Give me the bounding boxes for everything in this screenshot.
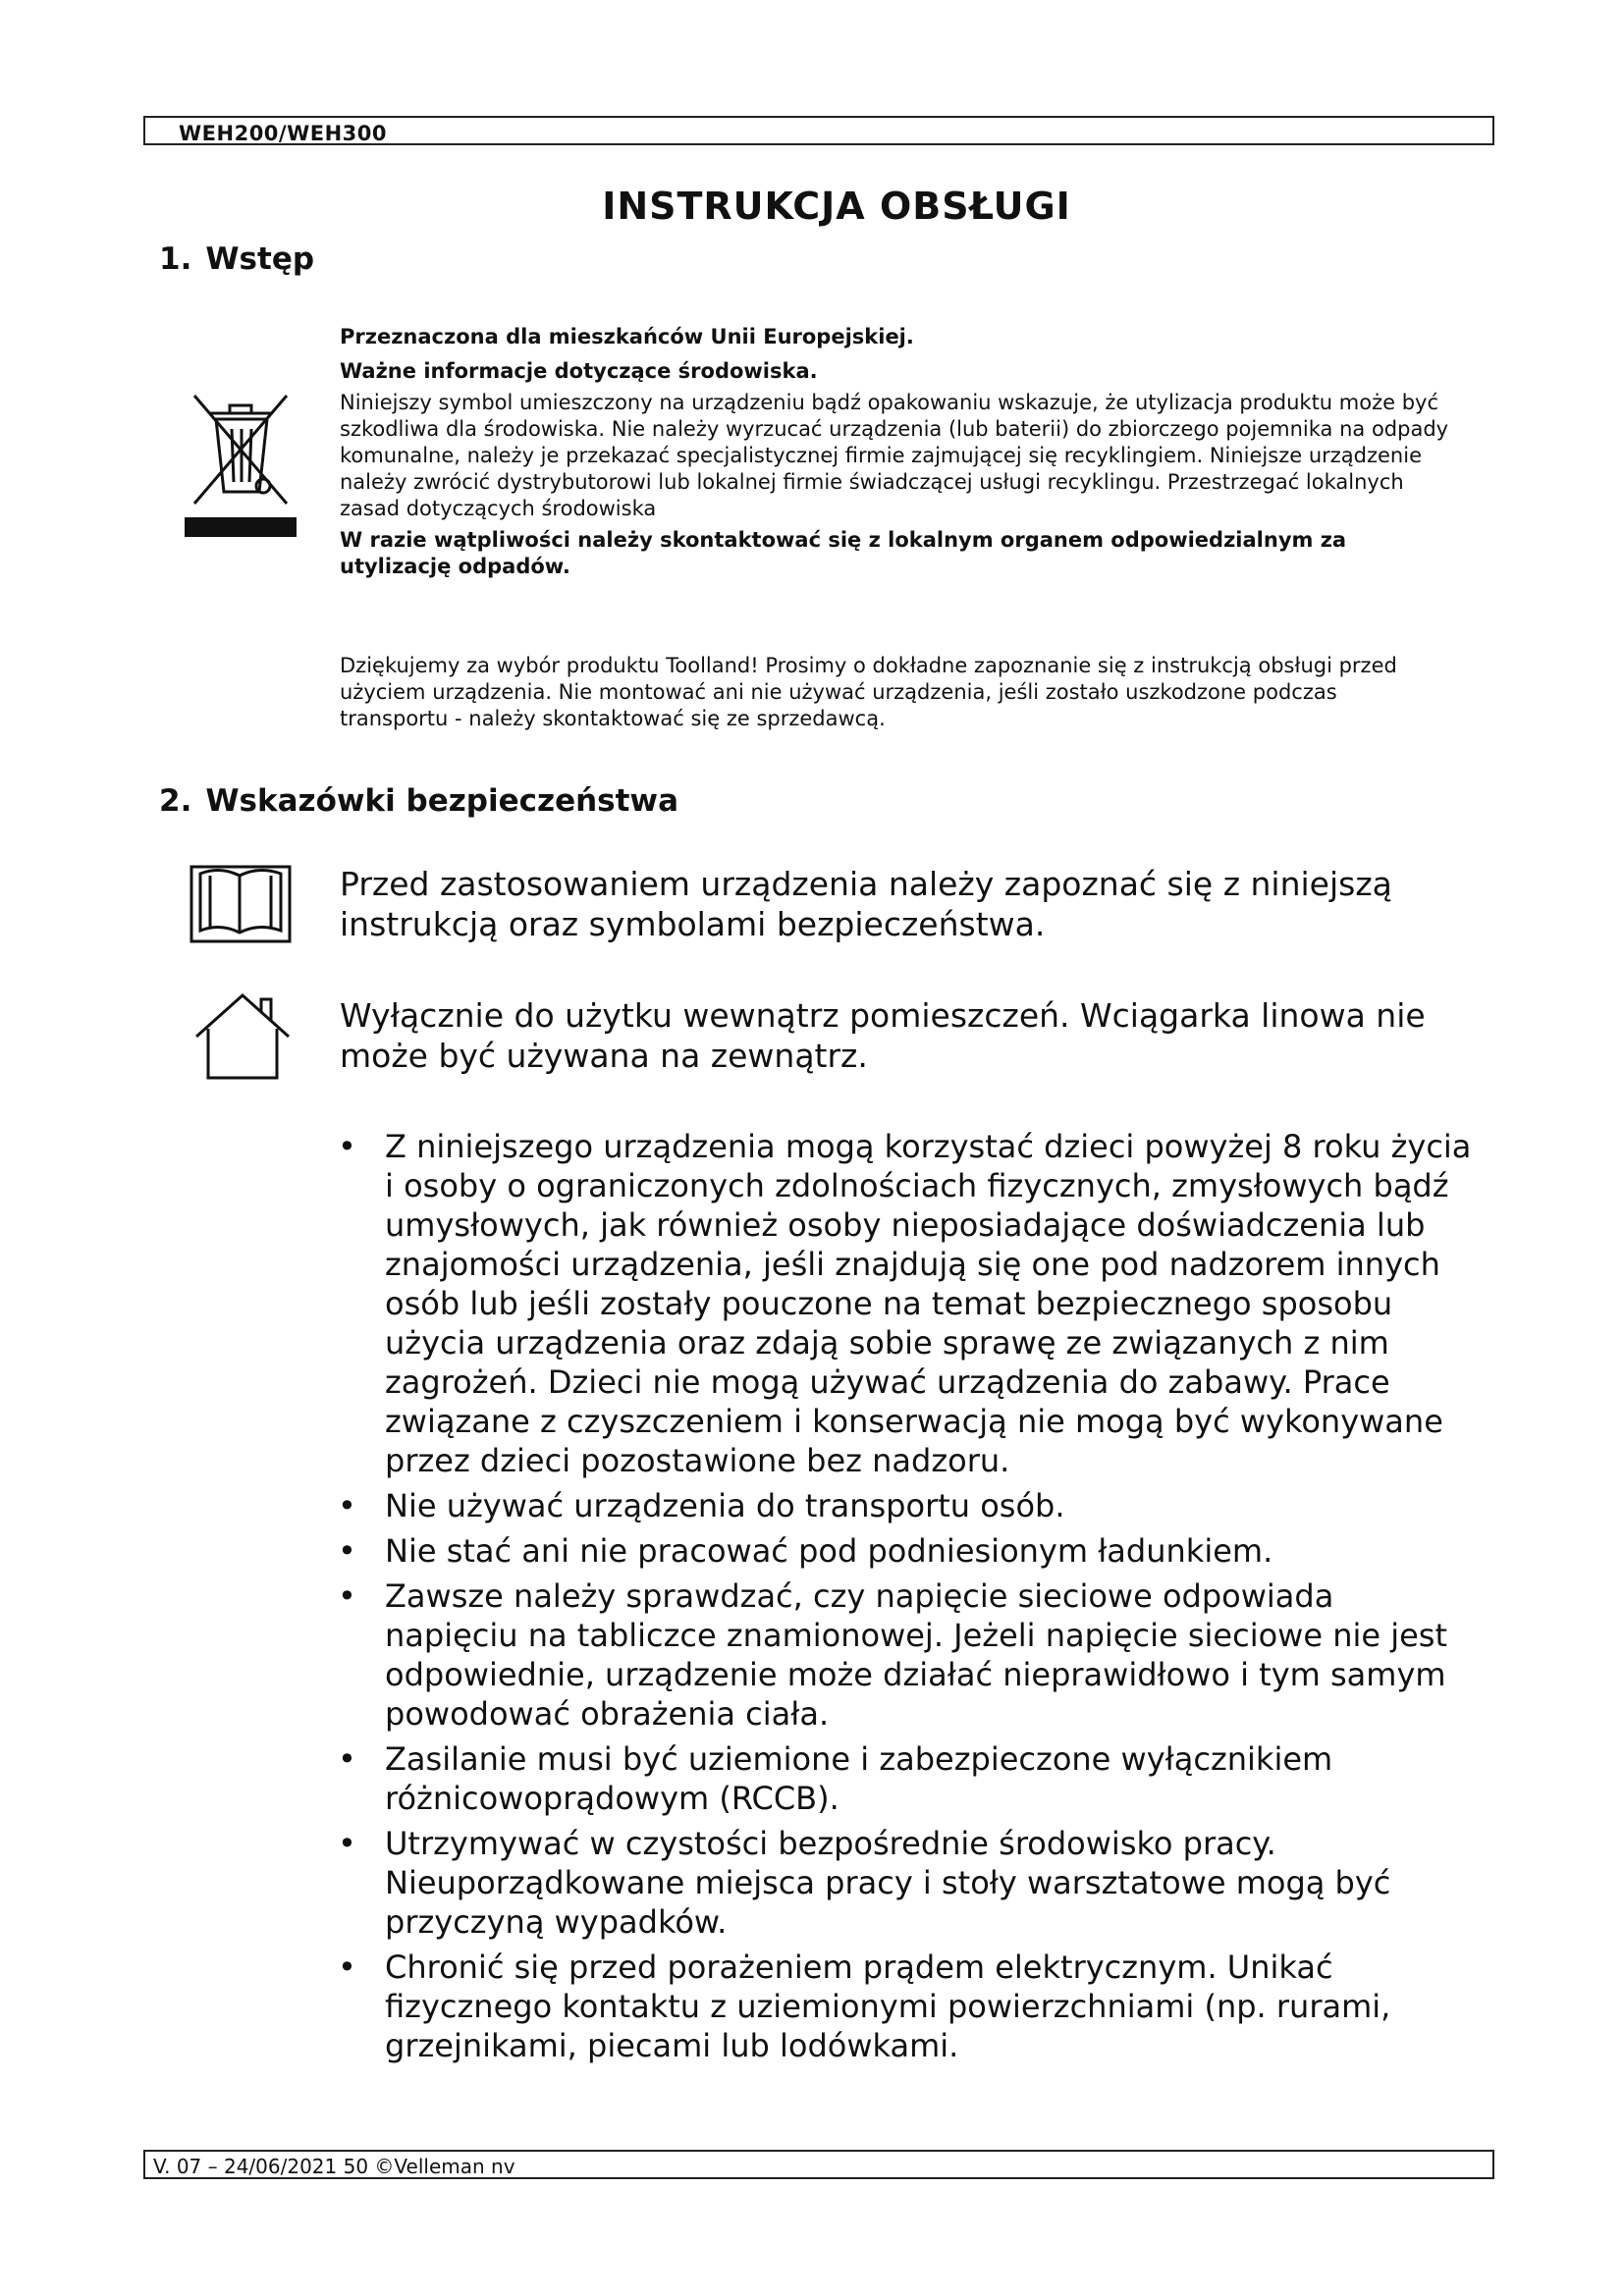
list-item-text: Zawsze należy sprawdzać, czy napięcie sieciowe odpowiada napięciu na tabliczce znamionowej. Jeżeli napięcie sieciowe nie jest odpowiednie, urządzenie może działać nieprawidłowo i tym samym powodować obrażenia ciała. [385, 1577, 1448, 1733]
eu-notice-warning: W razie wątpliwości należy skontaktować się z lokalnym organem odpowiedzialnym za utylizację odpadów. [340, 528, 1347, 578]
list-item [334, 1739, 1473, 1818]
manual-book-icon [189, 862, 293, 946]
list-item [334, 1824, 1473, 1942]
list-item-text: Nie stać ani nie pracować pod podniesionym ładunkiem. [385, 1532, 1273, 1570]
eu-notice [340, 324, 1459, 580]
eu-notice-line1: Przeznaczona dla mieszkańców Unii Europejskiej. [340, 325, 914, 348]
list-item-text: Utrzymywać w czystości bezpośrednie środowisko pracy. Nieuporządkowane miejsca pracy i stoły warsztatowe mogą być przyczyną wypadków. [385, 1825, 1391, 1941]
safety-bullet-list [334, 1127, 1473, 2071]
eu-notice-body: Niniejszy symbol umieszczony na urządzeniu bądź opakowaniu wskazuje, że utylizacja produktu może być szkodliwa dla środowiska. Nie należy wyrzucać urządzenia (lub baterii) do zbiorczego pojemnika na odpady komunalne, należy je przekazać specjalistycznej firmie zajmującej się recyklingiem. Niniejsze urządzenie należy zwrócić dystrybutorowi lub lokalnej firmie świadczącej usługi recyklingu. Przestrzegać lokalnych zasad dotyczących środowiska [340, 391, 1449, 520]
list-item [334, 1576, 1473, 1734]
list-item-text: Chronić się przed porażeniem prądem elektrycznym. Unikać fizycznego kontaktu z uziemionymi powierzchniami (np. rurami, grzejnikami, piecami lub lodówkami. [385, 1949, 1391, 2064]
section-heading-safety [159, 783, 678, 819]
section-title: Wskazówki bezpieczeństwa [205, 783, 678, 819]
list-item [334, 1948, 1473, 2065]
bullet-dot: • [338, 1949, 356, 1986]
indoor-house-icon [192, 991, 293, 1082]
thanks-paragraph: Dziękujemy za wybór produktu Toolland! Prosimy o dokładne zapoznanie się z instrukcją obsługi przed użyciem urządzenia. Nie montować ani nie używać urządzenia, jeśli zostało uszkodzone podczas transportu - należy skontaktować się ze sprzedawcą. [340, 654, 1397, 730]
list-item-text: Nie używać urządzenia do transportu osób. [385, 1487, 1065, 1524]
crossed-bin-icon [183, 388, 298, 545]
page-title: INSTRUKCJA OBSŁUGI [602, 185, 1071, 228]
list-item [334, 1531, 1473, 1571]
bullet-dot: • [338, 1128, 356, 1165]
list-item [334, 1486, 1473, 1525]
section-title: Wstęp [205, 241, 315, 277]
bullet-dot: • [338, 1487, 356, 1524]
list-item [334, 1127, 1473, 1480]
symbol-text-indoor: Wyłącznie do użytku wewnątrz pomieszczeń. Wciągarka linowa nie może być używana na zewnątrz. [340, 996, 1426, 1075]
bullet-dot: • [338, 1532, 356, 1570]
symbol-text-manual: Przed zastosowaniem urządzenia należy zapoznać się z niniejszą instrukcją oraz symbolami bezpieczeństwa. [340, 865, 1392, 943]
eu-notice-line2: Ważne informacje dotyczące środowiska. [340, 359, 818, 383]
section-number: 1. [159, 241, 192, 277]
bullet-dot: • [338, 1740, 356, 1778]
model-name: WEH200/WEH300 [179, 122, 388, 145]
list-item-text: Zasilanie musi być uziemione i zabezpieczone wyłącznikiem różnicowoprądowym (RCCB). [385, 1740, 1333, 1817]
bullet-dot: • [338, 1825, 356, 1862]
footer-bar [143, 2150, 1494, 2179]
section-number: 2. [159, 783, 192, 819]
list-item-text: Z niniejszego urządzenia mogą korzystać dzieci powyżej 8 roku życia i osoby o ograniczonych zdolnościach fizycznych, zmysłowych bądź umysłowych, jak również osoby nieposiadające doświadczenia lub znajomości urządzenia, jeśli znajdują się one pod nadzorem innych osób lub jeśli zostały pouczone na temat bezpiecznego sposobu użycia urządzenia oraz zdają sobie sprawę ze związanych z nim zagrożeń. Dzieci nie mogą używać urządzenia do zabawy. Prace związane z czyszczeniem i konserwacją nie mogą być wykonywane przez dzieci pozostawione bez nadzoru. [385, 1128, 1472, 1479]
bullet-dot: • [338, 1577, 356, 1615]
footer-text: V. 07 – 24/06/2021 50 ©Velleman nv [153, 2155, 515, 2178]
section-heading-intro [159, 241, 314, 277]
header-bar [143, 116, 1494, 145]
